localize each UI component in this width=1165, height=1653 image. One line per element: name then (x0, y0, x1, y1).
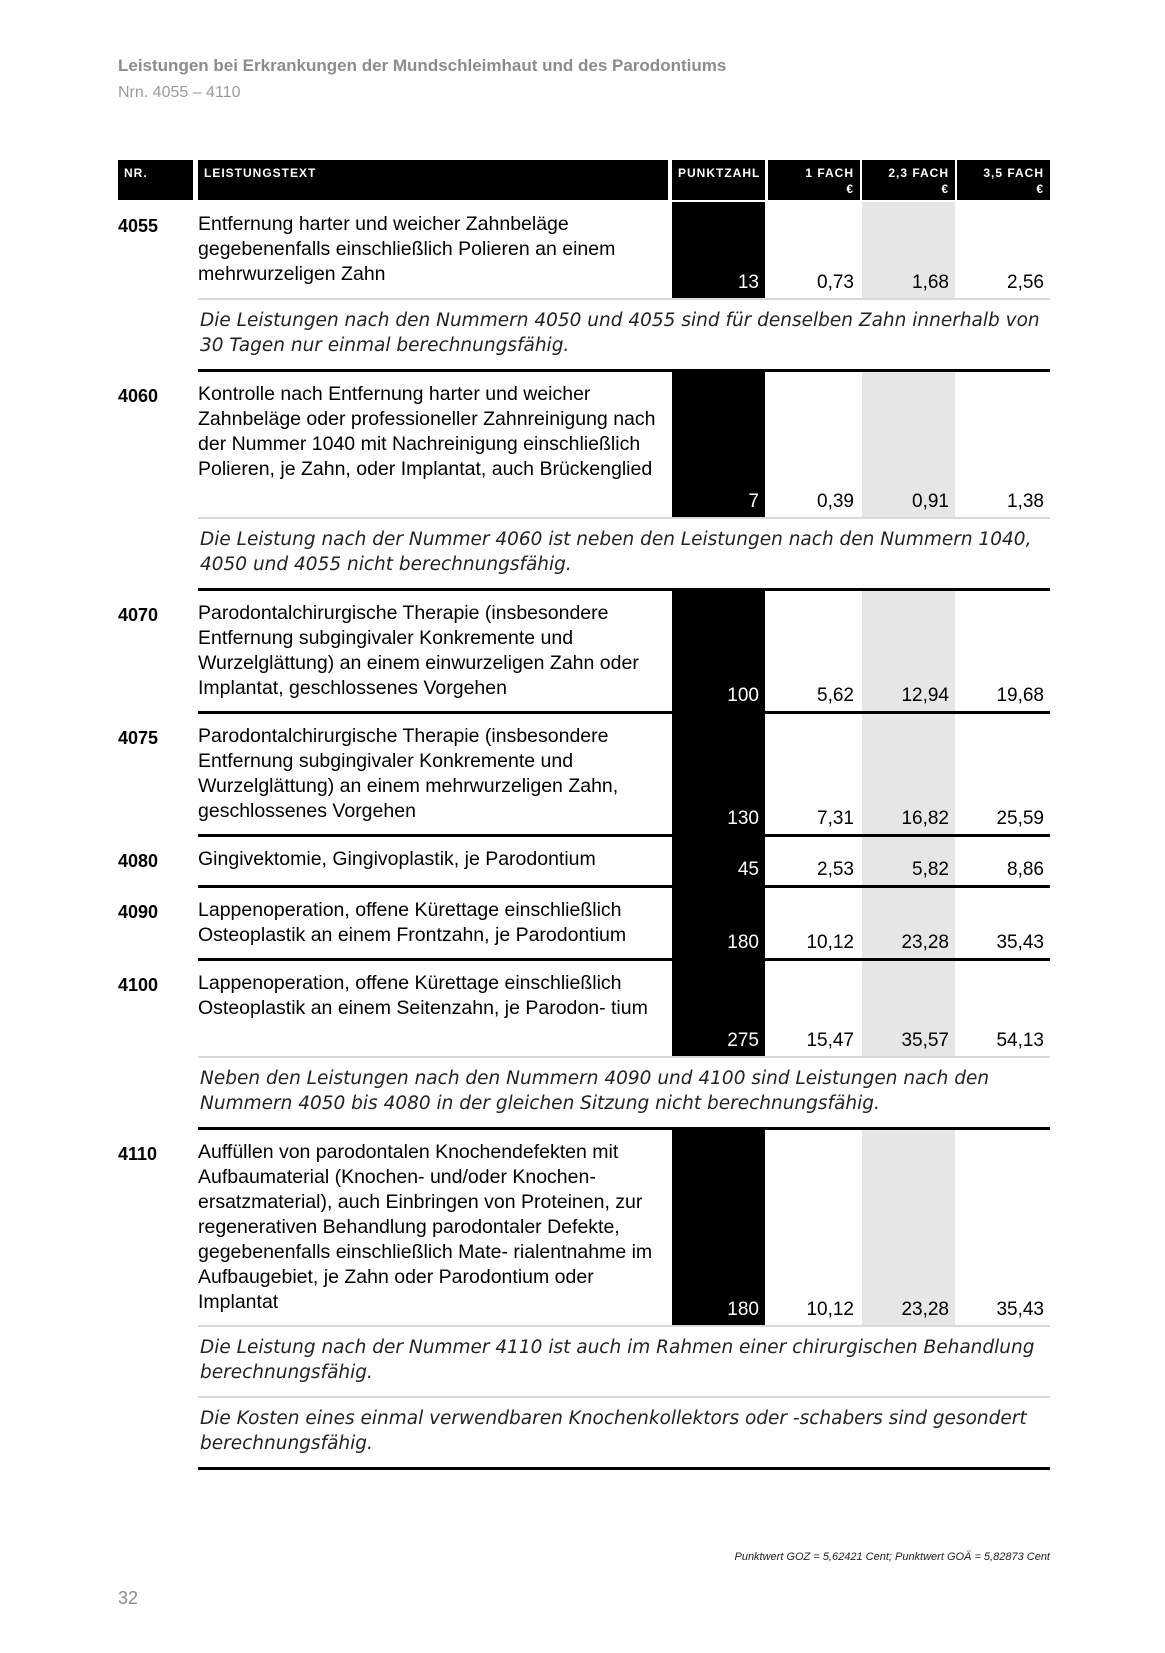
punktzahl-cell: 275 (672, 961, 765, 1056)
fach23-cell: 23,28 (862, 888, 955, 958)
fach1-cell: 10,12 (806, 1299, 854, 1320)
page-header-subtitle: Nrn. 4055 – 4110 (118, 84, 241, 101)
fach23-cell: 5,82 (862, 837, 955, 885)
table-row (0, 202, 1165, 298)
fach35-cell: 19,68 (996, 685, 1044, 706)
row-text: Parodontalchirurgische Therapie (insbesondere Entfernung subgingivaler Konkremente und Wurzelglättung) an einem mehrwurzeligen Zahn, geschlossenes Vorgehen (198, 725, 619, 822)
fach23-cell: 23,28 (862, 1130, 955, 1325)
fach35-cell: 35,43 (996, 1299, 1044, 1320)
fach1-cell: 0,73 (817, 272, 854, 293)
punktzahl-cell: 13 (672, 202, 765, 298)
row-text: Gingivektomie, Gingivoplastik, je Parodontium (198, 848, 596, 870)
row-number: 4110 (118, 1144, 158, 1164)
note-4110a: Die Leistung nach der Nummer 4110 ist auch im Rahmen einer chirurgischen Behandlung berechnungsfähig. (200, 1337, 1035, 1383)
fach23-cell: 35,57 (862, 961, 955, 1056)
fach35-cell: 35,43 (996, 932, 1044, 953)
fach1-cell: 0,39 (817, 491, 854, 512)
row-text: Auffüllen von parodontalen Knochendefekten mit Aufbaumaterial (Knochen- und/oder Knochen- ersatzmaterial), auch Einbringen von Proteinen, zur regenerativen Behandlung parodontaler Defekte, gegebenenfalls einschließlich Mate- rialentnahme im Aufbaugebiet, je Zahn oder Parodontium oder Implantat (198, 1141, 653, 1313)
divider (198, 517, 1050, 519)
table-row (0, 837, 1165, 885)
table-row (0, 961, 1165, 1056)
table-row (0, 591, 1165, 711)
fach1-cell: 7,31 (817, 808, 854, 829)
fach1-cell: 5,62 (817, 685, 854, 706)
note-4055: Die Leistungen nach den Nummern 4050 und 4055 sind für denselben Zahn innerhalb von 30 Tagen nur einmal berechnungsfähig. (200, 310, 1040, 356)
row-text: Parodontalchirurgische Therapie (insbesondere Entfernung subgingivaler Konkremente und Wurzelglättung) an einem einwurzeligen Zahn oder Implantat, geschlossenes Vorgehen (198, 602, 639, 699)
row-text: Kontrolle nach Entfernung harter und weicher Zahnbeläge oder professioneller Zahnreinigung nach der Nummer 1040 mit Nachreinigung einschließlich Polieren, je Zahn, oder Implantat, auch Brückenglied (198, 383, 656, 480)
table-row (0, 714, 1165, 834)
divider (198, 1396, 1050, 1398)
column-header-35fach: 3,5 FACH € (957, 160, 1050, 200)
fach35-cell: 1,38 (1007, 491, 1044, 512)
punktzahl-cell: 7 (672, 372, 765, 517)
punktzahl-cell: 100 (672, 591, 765, 711)
table-row (0, 888, 1165, 958)
fach35-cell: 25,59 (996, 808, 1044, 829)
column-header-nr: NR. (118, 160, 193, 200)
divider (198, 1056, 1050, 1058)
divider (198, 1467, 1050, 1470)
note-4100: Neben den Leistungen nach den Nummern 4090 und 4100 sind Leistungen nach den Nummern 4050 bis 4080 in der gleichen Sitzung nicht berechnungsfähig. (200, 1068, 990, 1114)
column-header-1fach: 1 FACH € (768, 160, 860, 200)
column-header-leistungstext: LEISTUNGSTEXT (198, 160, 668, 200)
fach23-cell: 12,94 (862, 591, 955, 711)
table-row (0, 372, 1165, 517)
fach23-cell: 0,91 (862, 372, 955, 517)
row-text: Entfernung harter und weicher Zahnbeläge gegebenenfalls einschließlich Polieren an einem mehrwurzeligen Zahn (198, 213, 616, 285)
fach35-cell: 54,13 (996, 1030, 1044, 1051)
punktwert-footnote: Punktwert GOZ = 5,62421 Cent; Punktwert GOÄ = 5,82873 Cent (734, 1551, 1050, 1563)
fach1-cell: 15,47 (806, 1030, 854, 1051)
fach23-cell: 1,68 (862, 202, 955, 298)
fach1-cell: 2,53 (817, 859, 854, 880)
fach35-cell: 8,86 (1007, 859, 1044, 880)
page-header-title: Leistungen bei Erkrankungen der Mundschleimhaut und des Parodontiums (118, 56, 727, 75)
row-number: 4060 (118, 386, 159, 406)
fach23-cell: 16,82 (862, 714, 955, 834)
column-header-23fach: 2,3 FACH € (862, 160, 955, 200)
punktzahl-cell: 130 (672, 714, 765, 834)
punktzahl-cell: 180 (672, 888, 765, 958)
punktzahl-cell: 45 (672, 837, 765, 885)
page-number: 32 (118, 1588, 139, 1608)
fach35-cell: 2,56 (1007, 272, 1044, 293)
note-4110b: Die Kosten eines einmal verwendbaren Knochenkollektors oder -schabers sind gesondert berechnungsfähig. (200, 1408, 1027, 1454)
divider (198, 298, 1050, 300)
fach1-cell: 10,12 (806, 932, 854, 953)
table-row (0, 1130, 1165, 1325)
row-text: Lappenoperation, offene Kürettage einschließlich Osteoplastik an einem Seitenzahn, je Parodon- tium (198, 972, 648, 1019)
row-number: 4090 (118, 902, 159, 922)
row-number: 4075 (118, 728, 159, 748)
divider (198, 1325, 1050, 1327)
row-number: 4080 (118, 851, 159, 871)
row-number: 4070 (118, 605, 159, 625)
row-number: 4100 (118, 975, 159, 995)
row-text: Lappenoperation, offene Kürettage einschließlich Osteoplastik an einem Frontzahn, je Parodontium (198, 899, 627, 946)
row-number: 4055 (118, 216, 159, 236)
column-header-punktzahl: PUNKTZAHL (672, 160, 765, 200)
note-4060: Die Leistung nach der Nummer 4060 ist neben den Leistungen nach den Nummern 1040, 4050 und 4055 nicht berechnungsfähig. (200, 529, 1032, 575)
punktzahl-cell: 180 (672, 1130, 765, 1325)
